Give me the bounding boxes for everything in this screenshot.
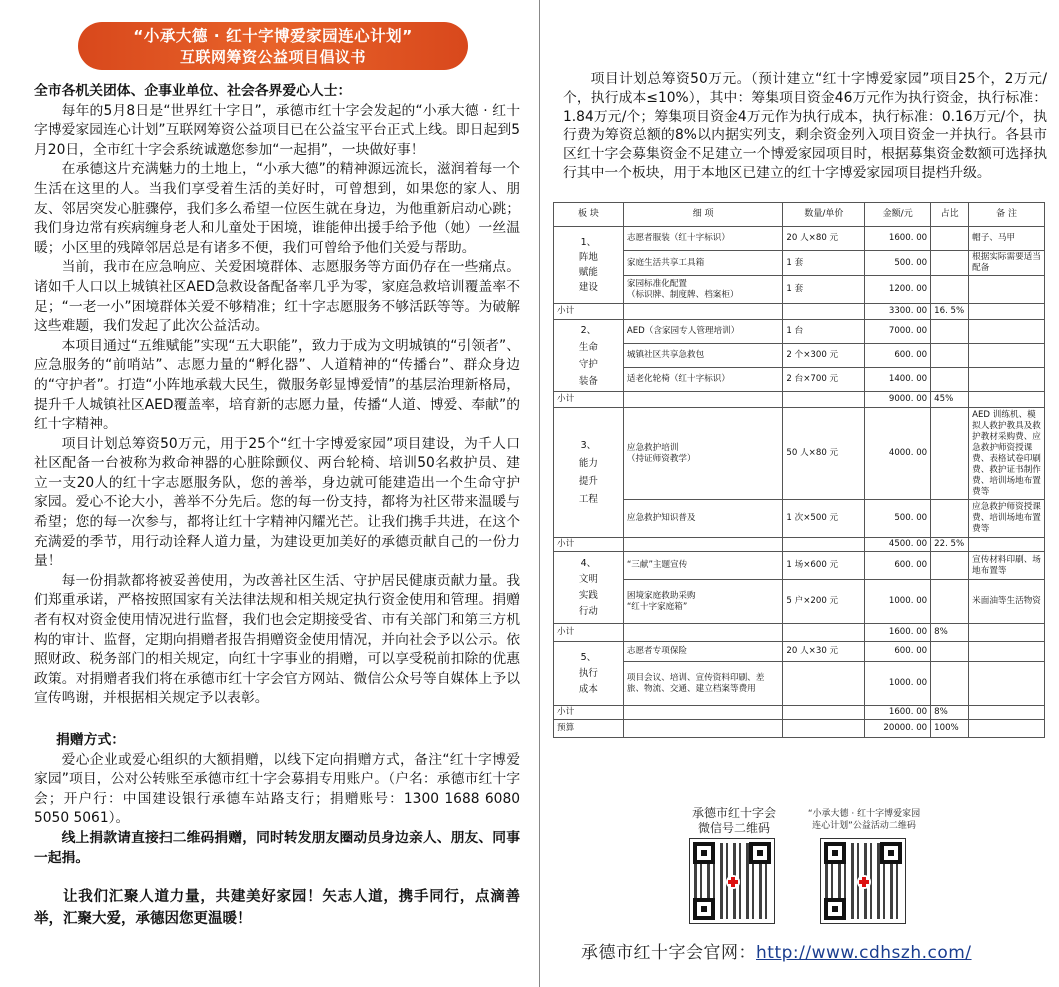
- item-amount: 7000. 00: [865, 320, 931, 344]
- item-name: 困境家庭救助采购 “红十字家庭箱”: [623, 580, 783, 624]
- item-note: 宣传材料印刷、场地布置等: [969, 552, 1045, 580]
- item-qty: 2 个×300 元: [783, 344, 865, 368]
- item-name: 城镇社区共享急救包: [623, 344, 783, 368]
- item-name: AED（含家园专人管理培训）: [623, 320, 783, 344]
- item-note: 根据实际需要适当配备: [969, 251, 1045, 276]
- website-label: 承德市红十字会官网：: [581, 943, 756, 963]
- qr1-caption: 承德市红十字会 微信号二维码: [691, 806, 776, 835]
- table-header: 细 项: [623, 203, 783, 227]
- table-header: 金额/元: [865, 203, 931, 227]
- item-qty: 20 人×30 元: [783, 642, 865, 662]
- qr2-caption: “小承大德 · 红十字博爱家园 连心计划”公益活动二维码: [807, 809, 921, 831]
- paragraph-7: 爱心企业或爱心组织的大额捐赠，以线下定向捐赠方式，备注“红十字博爱家园”项目，公对公转账至承德市红十字会募捐专用账户。（户名：承德市红十字会；开户行：中国建设银行承德车站路支行；捐赠账号：1300 1688 6080 5050 5061）。: [34, 751, 520, 827]
- subtotal-label: 小计: [554, 706, 624, 720]
- website-link[interactable]: http://www.cdhszh.com/: [756, 943, 972, 963]
- closing-statement: 让我们汇聚人道力量，共建美好家园！矢志人道，携手同行，点滴善举，汇聚大爱，承德因您更温暖！: [34, 889, 520, 928]
- item-qty: 1 台: [783, 320, 865, 344]
- table-header: 数量/单价: [783, 203, 865, 227]
- table-row: [554, 580, 1045, 624]
- banner-title-line2: 互联网筹资公益项目倡议书: [179, 48, 366, 66]
- total-amount: 20000. 00: [865, 720, 931, 738]
- item-qty: [783, 662, 865, 706]
- item-name: 项目会议、培训、宣传资料印刷、差旅、物流、交通、建立档案等费用: [623, 662, 783, 706]
- section-name: 2、 生命 守护 装备: [554, 320, 624, 392]
- subtotal-ratio: 45%: [931, 392, 969, 408]
- item-name: 志愿者服装（红十字标识）: [623, 227, 783, 251]
- budget-intro: [563, 70, 1047, 183]
- table-header: 板 块: [554, 203, 624, 227]
- section-name: 4、 文明 实践 行动: [554, 552, 624, 624]
- red-cross-icon: [857, 875, 871, 889]
- subtotal-row: [554, 392, 1045, 408]
- item-qty: 20 人×80 元: [783, 227, 865, 251]
- subtotal-row: [554, 706, 1045, 720]
- table-row: [554, 344, 1045, 368]
- item-amount: 1000. 00: [865, 580, 931, 624]
- table-row: [554, 408, 1045, 500]
- subtotal-ratio: 8%: [931, 624, 969, 642]
- item-amount: 4000. 00: [865, 408, 931, 500]
- subtotal-ratio: 16. 5%: [931, 304, 969, 320]
- item-name: 应急救护知识普及: [623, 500, 783, 538]
- table-row: [554, 251, 1045, 276]
- item-amount: 1000. 00: [865, 662, 931, 706]
- section-name: 1、 阵地 赋能 建设: [554, 227, 624, 304]
- table-row: [554, 227, 1045, 251]
- budget-intro-text: 项目计划总筹资50万元。（预计建立“红十字博爱家园”项目25个，2万元/个，执行成本≤10%），其中：筹集项目资金46万元作为执行资金，执行标准：1.84万元/个；筹集项目资金4万元作为执行成本，执行标准：0.16万元/个，执行费为筹资总额的8%以内据实列支，剩余资金列入项目资金一并执行。各县市区红十字会募集资金不足建立一个博爱家园项目时，根据募集资金数额可选择执行其中一个板块，用于本地区已建立的红十字博爱家园项目提档升级。: [563, 71, 1047, 181]
- table-row: [554, 320, 1045, 344]
- item-qty: 5 户×200 元: [783, 580, 865, 624]
- table-header: 占比: [931, 203, 969, 227]
- table-header-row: [554, 203, 1045, 227]
- subtotal-amount: 1600. 00: [865, 624, 931, 642]
- section-name: 5、 执行 成本: [554, 642, 624, 706]
- paragraph-1: 每年的5月8日是“世界红十字日”，承德市红十字会发起的“小承大德 · 红十字博爱家园连心计划”互联网筹资公益项目已在公益宝平台正式上线。即日起到5月20日，全市红十字会系统诚邀您参加“一起捐”，一块做好事！: [34, 102, 520, 158]
- item-amount: 600. 00: [865, 642, 931, 662]
- table-row: [554, 662, 1045, 706]
- table-row: [554, 642, 1045, 662]
- item-amount: 1200. 00: [865, 276, 931, 304]
- item-amount: 500. 00: [865, 500, 931, 538]
- total-ratio: 100%: [931, 720, 969, 738]
- donation-qr-code[interactable]: [820, 838, 906, 924]
- table-row: [554, 368, 1045, 392]
- subtotal-row: [554, 304, 1045, 320]
- budget-table: [553, 202, 1045, 738]
- wechat-qr-code[interactable]: [689, 838, 775, 924]
- paragraph-5: 项目计划总筹资50万元，用于25个“红十字博爱家园”项目建设，为千人口社区配备一台被称为救命神器的心脏除颤仪、两台轮椅、培训50名救护员、建立一支20人的红十字志愿服务队，您的善举，身边就可能建造出一个生命守护家园。爱心不论大小，善举不分先后。您的每一份支持，都将为社区带来温暖与希望；您的每一次参与，都将让红十字精神闪耀光芒。让我们携手共进，在这个充满爱的季节，用行动诠释人道力量，为建设更加美好的承德贡献自己的一份力量！: [34, 435, 520, 570]
- item-note: 米面油等生活物资: [969, 580, 1045, 624]
- subtotal-amount: 1600. 00: [865, 706, 931, 720]
- paragraph-8: 线上捐款请直接扫二维码捐赠，同时转发朋友圈动员身边亲人、朋友、同事一起捐。: [34, 829, 520, 866]
- subtotal-row: [554, 538, 1045, 552]
- item-qty: 1 套: [783, 251, 865, 276]
- subtotal-ratio: 8%: [931, 706, 969, 720]
- subtotal-label: 小计: [554, 304, 624, 320]
- total-row: [554, 720, 1045, 738]
- section-name: 3、 能力 提升 工程: [554, 408, 624, 538]
- item-note: 应急救护师资授课费、培训场地布置费等: [969, 500, 1045, 538]
- item-amount: 500. 00: [865, 251, 931, 276]
- greeting: 全市各机关团体、企事业单位、社会各界爱心人士：: [34, 83, 352, 99]
- subtotal-label: 小计: [554, 624, 624, 642]
- banner-title-line1: “小承大德 · 红十字博爱家园连心计划”: [133, 27, 413, 45]
- paragraph-2: 在承德这片充满魅力的土地上，“小承大德”的精神源远流长，滋润着每一个生活在这里的人。当我们享受着生活的美好时，可曾想到，如果您的家人、朋友、邻居突发心脏骤停，我们多么希望一位医生就在身边，为他重新启动心跳；我们身边常有疾病缠身老人和儿童处于困境，谁能伸出援手给予他（她）一丝温暖；小区里的残障邻居总是有诸多不便，我们可曾给予他们关爱与帮助。: [34, 161, 520, 256]
- item-amount: 1400. 00: [865, 368, 931, 392]
- subtotal-label: 小计: [554, 538, 624, 552]
- subtotal-label: 小计: [554, 392, 624, 408]
- item-name: 家园标准化配置 （标识牌、制度牌、档案柜）: [623, 276, 783, 304]
- item-qty: 50 人×80 元: [783, 408, 865, 500]
- item-note: 帽子、马甲: [969, 227, 1045, 251]
- item-name: “三献”主题宣传: [623, 552, 783, 580]
- table-row: [554, 500, 1045, 538]
- proposal-body: [34, 82, 520, 930]
- subtotal-row: [554, 624, 1045, 642]
- website-footer: [581, 938, 972, 963]
- subtotal-ratio: 22. 5%: [931, 538, 969, 552]
- table-header: 备 注: [969, 203, 1045, 227]
- subtotal-amount: 3300. 00: [865, 304, 931, 320]
- subtotal-amount: 9000. 00: [865, 392, 931, 408]
- item-amount: 600. 00: [865, 344, 931, 368]
- title-banner: [78, 22, 468, 70]
- item-name: 适老化轮椅（红十字标识）: [623, 368, 783, 392]
- subtotal-amount: 4500. 00: [865, 538, 931, 552]
- table-row: [554, 552, 1045, 580]
- item-qty: 1 套: [783, 276, 865, 304]
- item-amount: 1600. 00: [865, 227, 931, 251]
- item-qty: 1 场×600 元: [783, 552, 865, 580]
- item-amount: 600. 00: [865, 552, 931, 580]
- item-qty: 1 次×500 元: [783, 500, 865, 538]
- table-row: [554, 276, 1045, 304]
- right-column: [541, 0, 1059, 987]
- paragraph-6: 每一份捐款都将被妥善使用，为改善社区生活、守护居民健康贡献力量。我们郑重承诺，严格按照国家有关法律法规和相关规定执行资金使用和管理。捐赠者有权对资金使用情况进行监督，我们也会定期接受省、市有关部门和第三方机构的审计、监督，定期向捐赠者报告捐赠资金使用情况，并向社会予以公示。依照财政、税务部门的相关规定，向红十字事业的捐赠，可以享受税前扣除的优惠政策。对捐赠者我们将在承德市红十字会官方网站、微信公众号等自媒体上予以宣传鸣谢，并根据相关规定予以表彰。: [34, 572, 520, 707]
- item-name: 家庭生活共享工具箱: [623, 251, 783, 276]
- item-qty: 2 台×700 元: [783, 368, 865, 392]
- item-name: 志愿者专项保险: [623, 642, 783, 662]
- item-note: [969, 276, 1045, 304]
- donation-heading: 捐赠方式：: [56, 732, 126, 748]
- item-name: 应急救护培训 （持证师资教学）: [623, 408, 783, 500]
- red-cross-icon: [726, 875, 740, 889]
- paragraph-3: 当前，我市在应急响应、关爱困境群体、志愿服务等方面仍存在一些痛点。诸如千人口以上城镇社区AED急救设备配备率几乎为零，家庭急救培训覆盖率不足；“一老一小”困境群体关爱不够精准；红十字志愿服务不够活跃等等。为破解这些难题，我们发起了此次公益活动。: [34, 259, 520, 335]
- paragraph-4: 本项目通过“五维赋能”实现“五大职能”，致力于成为文明城镇的“引领者”、应急服务的“前哨站”、志愿力量的“孵化器”、人道精神的“传播台”、群众身边的“守护者”。打造“小阵地承载大民生，微服务彰显博爱情”的基层治理新格局，提升千人城镇社区AED覆盖率，培育新的志愿力量，传播“人道、博爱、奉献”的红十字精神。: [34, 337, 520, 433]
- item-note: AED 训练机、模拟人救护教具及救护教材采购费、应急救护师资授课费、表格试卷印刷费、救护证书制作费、培训场地布置费等: [969, 408, 1045, 500]
- total-label: 预算: [554, 720, 624, 738]
